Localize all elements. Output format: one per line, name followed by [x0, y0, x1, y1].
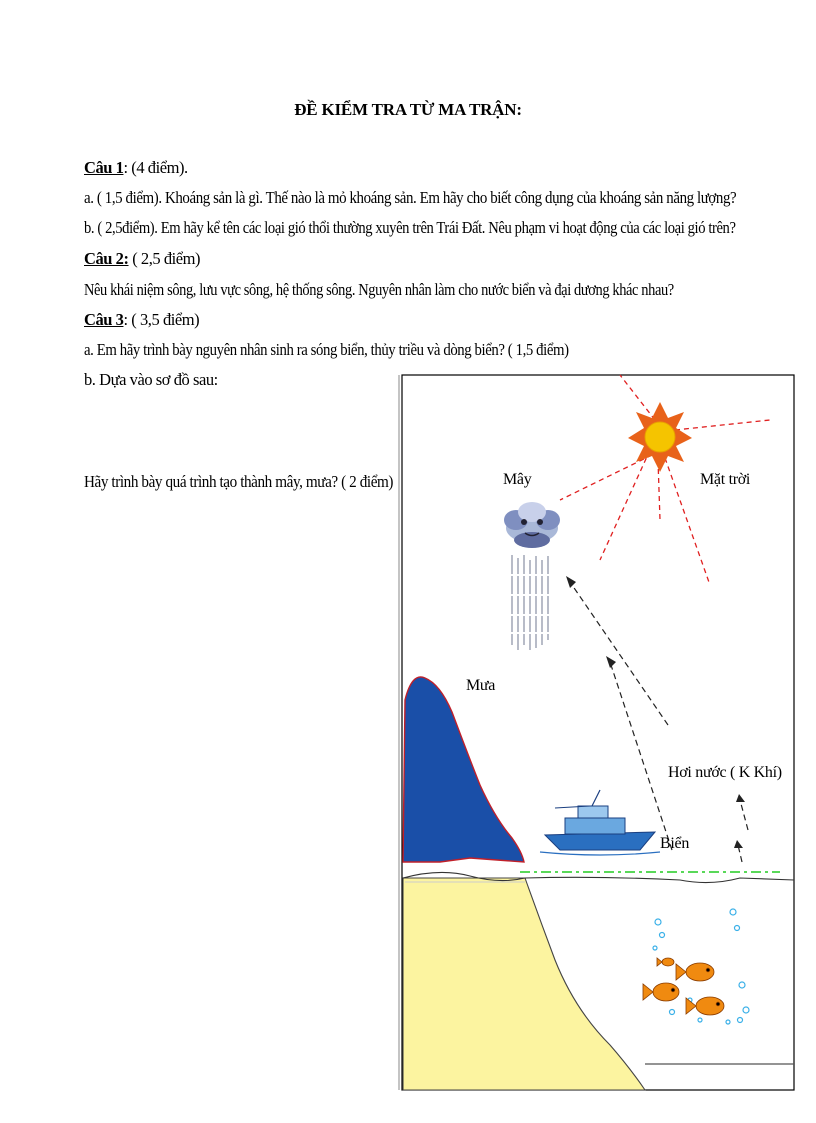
question-3-heading: Câu 3 — [84, 310, 124, 329]
fish-icon — [643, 958, 724, 1015]
question-3b-text: b. Dựa vào sơ đồ sau: — [84, 370, 218, 389]
question-1-heading: Câu 1 — [84, 158, 124, 177]
mountain-shape — [403, 677, 524, 862]
sun-icon — [628, 402, 692, 472]
beach-shape — [403, 878, 645, 1090]
sea-label: Biển — [660, 835, 690, 852]
question-1-points: : (4 điểm). — [123, 158, 188, 177]
question-3-points: : ( 3,5 điểm) — [123, 310, 200, 329]
fish-4 — [657, 958, 674, 966]
question-1a-text: a. ( 1,5 điểm). Khoáng sản là gì. Thế nào là mỏ khoáng sản. Em hãy cho biết công dụng của khoáng sản năng lượng? — [84, 188, 737, 207]
ship-icon — [540, 790, 660, 855]
cloud-icon — [504, 502, 560, 548]
sun-label: Mặt trời — [700, 471, 751, 488]
fish-2 — [643, 983, 679, 1001]
question-2-heading: Câu 2: — [84, 249, 129, 268]
question-2-text: Nêu khái niệm sông, lưu vực sông, hệ thống sông. Nguyên nhân làm cho nước biển và đại dương khác nhau? — [84, 280, 674, 299]
question-1b-text: b. ( 2,5điểm). Em hãy kể tên các loại gió thổi thường xuyên trên Trái Đất. Nêu phạm vi hoạt động của các loại gió trên? — [84, 218, 736, 237]
cloud-label: Mây — [503, 471, 532, 488]
question-2-points: ( 2,5 điểm) — [128, 249, 201, 268]
question-3a-text: a. Em hãy trình bày nguyên nhân sinh ra sóng biển, thủy triều và dòng biển? ( 1,5 điểm) — [84, 340, 569, 359]
page-title: ĐỀ KIỂM TRA TỪ MA TRẬN: — [294, 100, 522, 119]
rain-streaks — [512, 555, 548, 650]
vapor-label: Hơi nước ( K Khí) — [668, 764, 782, 781]
rain-label: Mưa — [466, 677, 496, 694]
fish-1 — [676, 963, 714, 981]
question-3-prompt: Hãy trình bày quá trình tạo thành mây, mưa? ( 2 điểm) — [84, 472, 394, 491]
